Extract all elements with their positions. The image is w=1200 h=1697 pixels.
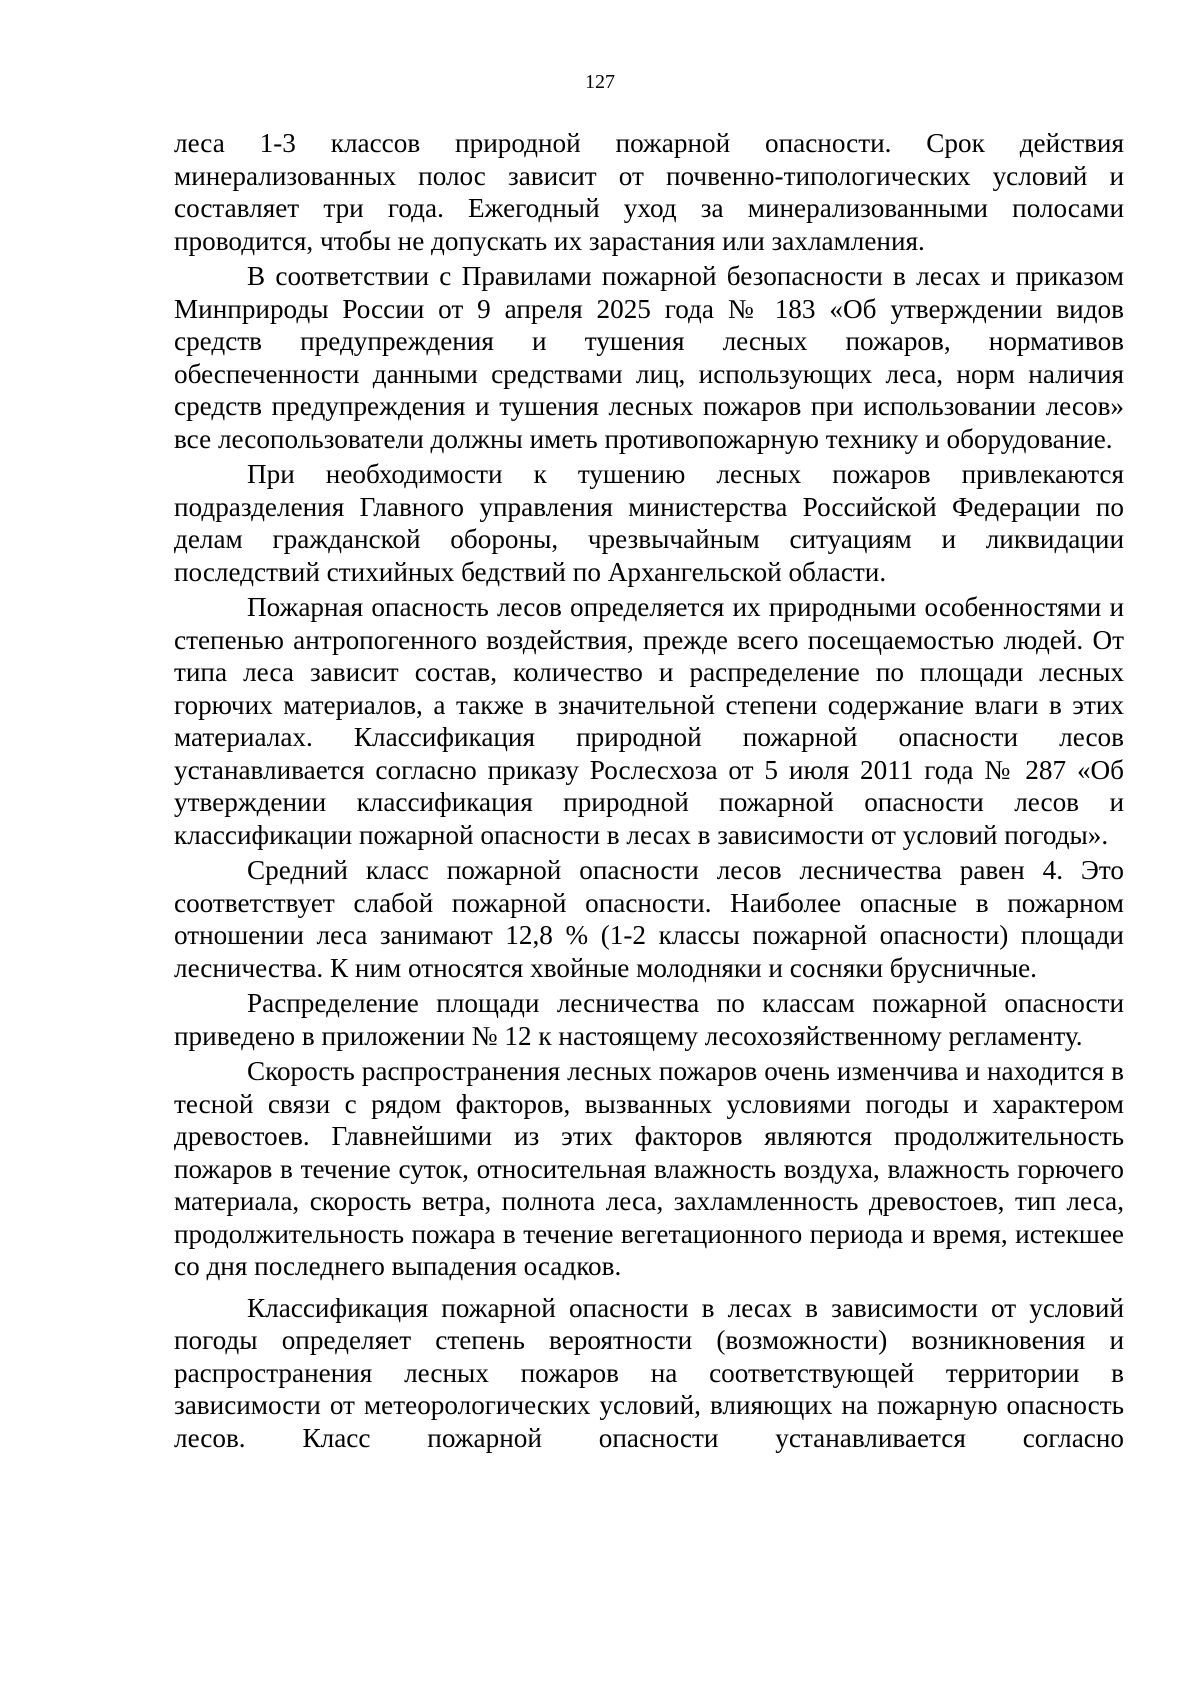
paragraph-fire-safety-rules: В соответствии с Правилами пожарной безопасности в лесах и приказом Минприроды России от 9 апреля 2025 года № 183 «Об утверждении видов средств предупреждения и тушения лесных пожаров, нормативов обеспеченности данными средствами лиц, использующих леса, норм наличия средств предупреждения и тушения лесных пожаров при использовании лесов» все лесопользователи должны иметь противопожарную технику и оборудование. [174,261,1124,454]
paragraph-fire-danger-factors: Пожарная опасность лесов определяется их природными особенностями и степенью антропогенного воздействия, прежде всего посещаемостью людей. От типа леса зависит состав, количество и распределение по площади лесных горючих материалов, а также в значительной степени содержание влаги в этих материалах. Классификация природной пожарной опасности лесов устанавливается согласно приказу Рослесхоза от 5 июля 2011 года № 287 «Об утверждении классификация природной пожарной опасности лесов и классификации пожарной опасности в лесах в зависимости от условий погоды». [174,592,1124,850]
paragraph-emergency-services: При необходимости к тушению лесных пожаров привлекаются подразделения Главного управления министерства Российской Федерации по делам гражданской обороны, чрезвычайным ситуациям и ликвидации последствий стихийных бедствий по Архангельской области. [174,459,1124,587]
paragraph-average-class: Средний класс пожарной опасности лесов лесничества равен 4. Это соответствует слабой пожарной опасности. Наиболее опасные в пожарном отношении леса занимают 12,8 % (1-2 классы пожарной опасности) площади лесничества. К ним относятся хвойные молодняки и сосняки брусничные. [174,855,1124,983]
body-text [174,127,1124,1454]
page-number: 127 [585,71,615,93]
paragraph-weather-classification: Классификация пожарной опасности в лесах в зависимости от условий погоды определяет степень вероятности (возможности) возникновения и распространения лесных пожаров на соответствующей территории в зависимости от метеорологических условий, влияющих на пожарную опасность лесов. Класс пожарной опасности устанавливается согласно [174,1292,1124,1453]
paragraph-spread-speed: Скорость распространения лесных пожаров очень изменчива и находится в тесной связи с рядом факторов, вызванных условиями погоды и характером древостоев. Главнейшими из этих факторов являются продолжительность пожаров в течение суток, относительная влажность воздуха, влажность горючего материала, скорость ветра, полнота леса, захламленность древостоев, тип леса, продолжительность пожара в течение вегетационного периода и время, истекшее со дня последнего выпадения осадков. [174,1056,1124,1281]
paragraph-distribution: Распределение площади лесничества по классам пожарной опасности приведено в приложении № 12 к настоящему лесохозяйственному регламенту. [174,988,1124,1051]
paragraph-continuation: леса 1-3 классов природной пожарной опасности. Срок действия минерализованных полос зависит от почвенно-типологических условий и составляет три года. Ежегодный уход за минерализованными полосами проводится, чтобы не допускать их зарастания или захламления. [174,128,1124,256]
